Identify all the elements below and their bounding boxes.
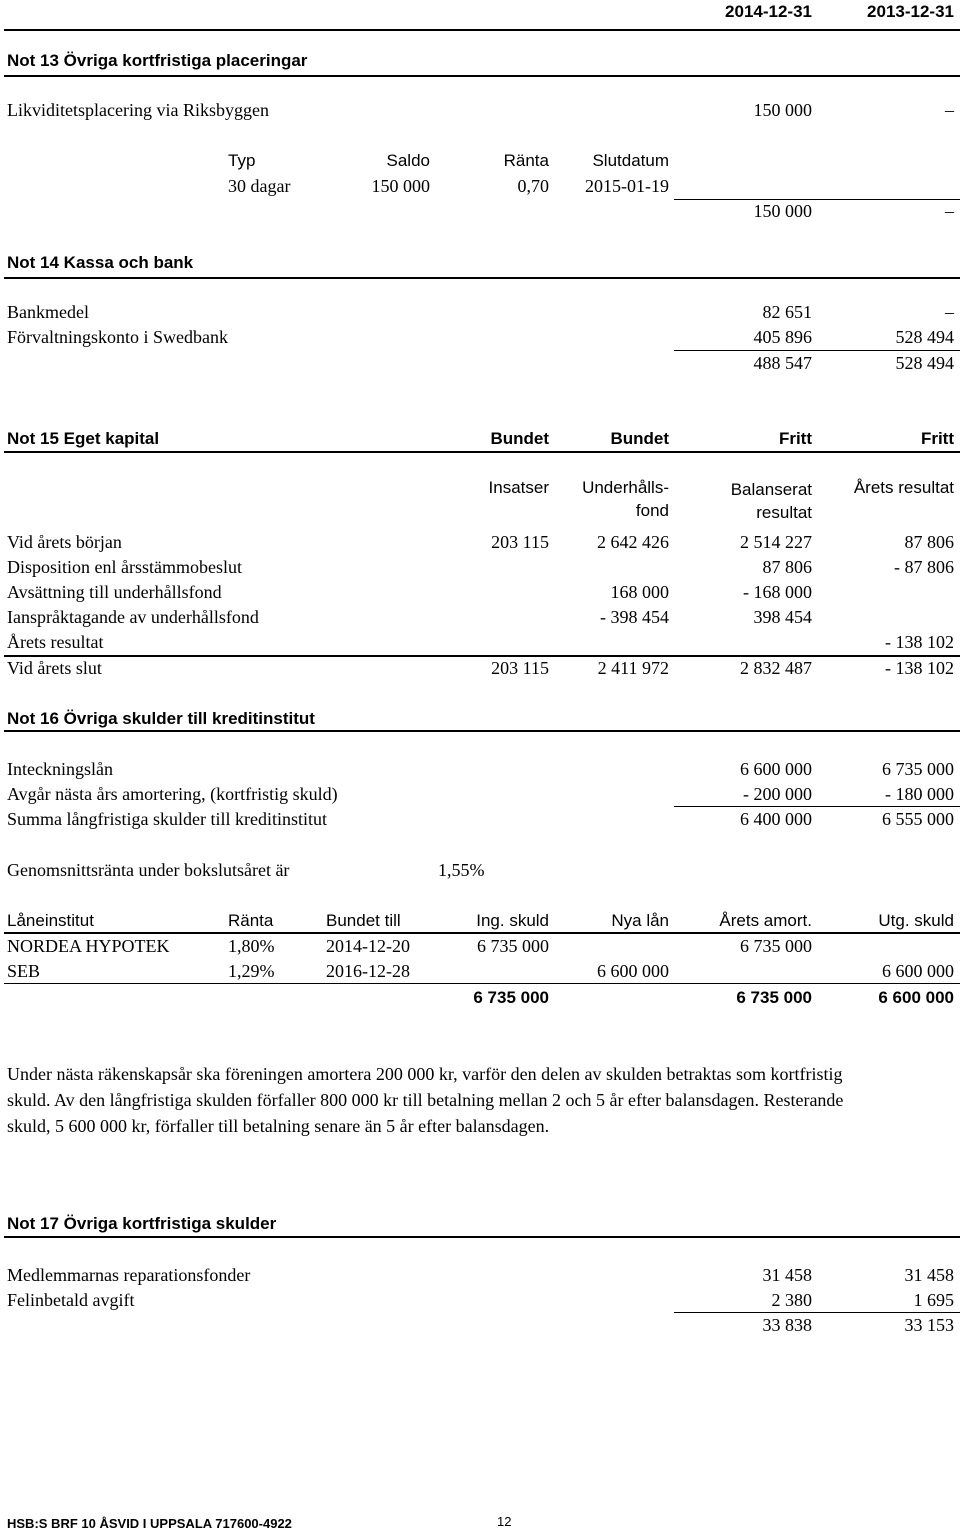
- note15-title: Not 15 Eget kapital: [7, 429, 160, 448]
- loan-header-amort: Årets amort.: [719, 911, 812, 930]
- year-2013-header: 2013-12-31: [867, 2, 954, 21]
- note14-row-v2: –: [945, 302, 954, 322]
- loan-header-rule: [4, 932, 960, 934]
- loan-header-inst: Låneinstitut: [7, 911, 94, 930]
- note16-row-v2: 6 555 000: [882, 809, 954, 829]
- loan-total-rule: [4, 983, 960, 984]
- loan-total-utg: 6 600 000: [878, 988, 954, 1007]
- note15-row-c4: - 138 102: [885, 632, 954, 652]
- note15-coltype-4: Fritt: [920, 429, 954, 448]
- note13-total-v1: 150 000: [753, 201, 812, 221]
- note16-row-label: Summa långfristiga skulder till kreditinstitut: [7, 809, 327, 829]
- loan-header-ranta: Ränta: [228, 911, 274, 930]
- note17-row-v2: 31 458: [904, 1265, 954, 1285]
- note15-row-c3: 2 514 227: [740, 532, 812, 552]
- note15-row-c4: - 87 806: [894, 557, 954, 577]
- header-rule: [4, 29, 960, 31]
- note15-row-label: Ianspråktagande av underhållsfond: [7, 607, 259, 627]
- loan-row-bundet: 2016-12-28: [326, 961, 410, 981]
- note16-avg-value: 1,55%: [438, 860, 485, 880]
- loan-row-ranta: 1,29%: [228, 961, 275, 981]
- note15-row-c2: 2 642 426: [597, 532, 669, 552]
- note16-row-v1: 6 400 000: [740, 809, 812, 829]
- note16-row-label: Avgår nästa års amortering, (kortfristig skuld): [7, 784, 338, 804]
- note16-avg-label: Genomsnittsränta under bokslutsåret är: [7, 860, 290, 880]
- note15-row-c4: 87 806: [904, 532, 954, 552]
- note15-row-c3: 398 454: [753, 607, 812, 627]
- note15-row-c3: 87 806: [762, 557, 812, 577]
- note15-row-c1: 203 115: [491, 532, 549, 552]
- loan-row-ranta: 1,80%: [228, 936, 275, 956]
- note14-total-v1: 488 547: [753, 353, 812, 373]
- loan-header-bundet: Bundet till: [326, 911, 401, 930]
- note15-row-label: Vid årets slut: [7, 658, 102, 678]
- loan-row-amort: 6 735 000: [740, 936, 812, 956]
- note14-row-v1: 82 651: [762, 302, 812, 322]
- note15-row-c2: 168 000: [610, 582, 669, 602]
- note13-typ-value: 30 dagar: [228, 176, 291, 196]
- note17-row-v2: 1 695: [913, 1290, 954, 1310]
- note14-row-v1: 405 896: [753, 327, 812, 347]
- loan-row-nya: 6 600 000: [597, 961, 669, 981]
- note17-row-v1: 31 458: [762, 1265, 812, 1285]
- note13-slutdatum-value: 2015-01-19: [585, 176, 669, 196]
- note14-title: Not 14 Kassa och bank: [7, 253, 194, 272]
- note16-row-v2: - 180 000: [885, 784, 954, 804]
- footer-page-number: 12: [497, 1514, 512, 1529]
- note15-coltype-2: Bundet: [610, 429, 669, 448]
- note13-ranta-value: 0,70: [517, 176, 549, 196]
- note17-rule: [4, 1236, 960, 1238]
- note17-total-v2: 33 153: [904, 1315, 954, 1335]
- note16-paragraph-line2: skuld. Av den långfristiga skulden förfaller 800 000 kr till betalning mellan 2 och 5 år efter balansdagen. Resterande: [7, 1090, 844, 1110]
- note13-rule: [4, 75, 960, 77]
- note15-colname-resultat: resultat: [756, 503, 812, 522]
- note13-typ-header: Typ: [228, 151, 256, 170]
- note16-row-v1: 6 600 000: [740, 759, 812, 779]
- loan-row-inst: SEB: [7, 961, 41, 981]
- note13-saldo-value: 150 000: [371, 176, 430, 196]
- note15-row-c2: 2 411 972: [597, 658, 669, 678]
- loan-total-ing: 6 735 000: [473, 988, 549, 1007]
- year-2014-header: 2014-12-31: [725, 2, 812, 21]
- loan-row-inst: NORDEA HYPOTEK: [7, 936, 170, 956]
- note15-row-label: Disposition enl årsstämmobeslut: [7, 557, 242, 577]
- note17-total-v1: 33 838: [762, 1315, 812, 1335]
- note15-colname-arets-resultat: Årets resultat: [853, 478, 954, 497]
- note16-sum-rule: [674, 806, 960, 807]
- note15-colname-insatser: Insatser: [488, 478, 549, 497]
- note17-total-rule: [674, 1312, 960, 1313]
- loan-row-utg: 6 600 000: [882, 961, 954, 981]
- note17-row-label: Medlemmarnas reparationsfonder: [7, 1265, 251, 1285]
- note16-row-label: Inteckningslån: [7, 759, 113, 779]
- note15-row-label: Avsättning till underhållsfond: [7, 582, 222, 602]
- note14-row-label: Förvaltningskonto i Swedbank: [7, 327, 228, 347]
- note15-colname-balanserat: Balanserat: [730, 480, 812, 499]
- note16-row-v2: 6 735 000: [882, 759, 954, 779]
- note15-row-label: Årets resultat: [7, 632, 104, 652]
- note14-row-v2: 528 494: [895, 327, 954, 347]
- note13-slutdatum-header: Slutdatum: [592, 151, 669, 170]
- note16-paragraph-line1: Under nästa räkenskapsår ska föreningen amortera 200 000 kr, varför den delen av skulden betraktas som kortfristig: [7, 1064, 843, 1084]
- note15-coltype-1: Bundet: [490, 429, 549, 448]
- note16-rule: [4, 730, 960, 732]
- note13-total-v2: –: [945, 201, 954, 221]
- loan-row-bundet: 2014-12-20: [326, 936, 410, 956]
- note15-colname-fond: fond: [635, 501, 669, 520]
- note14-total-rule: [674, 350, 960, 351]
- note15-rule: [4, 451, 960, 453]
- note17-title: Not 17 Övriga kortfristiga skulder: [7, 1214, 277, 1233]
- loan-row-ing: 6 735 000: [477, 936, 549, 956]
- note13-ranta-header: Ränta: [503, 151, 549, 170]
- note13-title: Not 13 Övriga kortfristiga placeringar: [7, 51, 308, 70]
- loan-total-amort: 6 735 000: [736, 988, 812, 1007]
- note15-row-c3: - 168 000: [743, 582, 812, 602]
- note16-row-v1: - 200 000: [743, 784, 812, 804]
- note16-paragraph-line3: skuld, 5 600 000 kr, förfaller till betalning senare än 5 år efter balansdagen.: [7, 1116, 550, 1136]
- note13-row-v2: –: [945, 100, 954, 120]
- note15-row-c1: 203 115: [491, 658, 549, 678]
- note15-row-c4: - 138 102: [885, 658, 954, 678]
- note15-coltype-3: Fritt: [778, 429, 812, 448]
- note15-row-label: Vid årets början: [7, 532, 122, 552]
- note17-row-v1: 2 380: [771, 1290, 812, 1310]
- note13-total-rule: [674, 199, 960, 200]
- note17-row-label: Felinbetald avgift: [7, 1290, 135, 1310]
- note16-title: Not 16 Övriga skulder till kreditinstitut: [7, 709, 315, 728]
- note15-total-rule: [4, 655, 960, 657]
- note15-colname-underhall: Underhålls-: [582, 478, 669, 497]
- note14-rule: [4, 277, 960, 279]
- loan-header-nya: Nya lån: [611, 911, 669, 930]
- note13-row-label: Likviditetsplacering via Riksbyggen: [7, 100, 269, 120]
- note14-row-label: Bankmedel: [7, 302, 89, 322]
- note14-total-v2: 528 494: [895, 353, 954, 373]
- footer-org: HSB:S BRF 10 ÅSVID I UPPSALA 717600-4922: [7, 1516, 292, 1531]
- note13-saldo-header: Saldo: [386, 151, 430, 170]
- note15-row-c2: - 398 454: [600, 607, 669, 627]
- note13-row-v1: 150 000: [753, 100, 812, 120]
- loan-header-utg: Utg. skuld: [878, 911, 954, 930]
- loan-header-ing: Ing. skuld: [476, 911, 549, 930]
- note15-row-c3: 2 832 487: [740, 658, 812, 678]
